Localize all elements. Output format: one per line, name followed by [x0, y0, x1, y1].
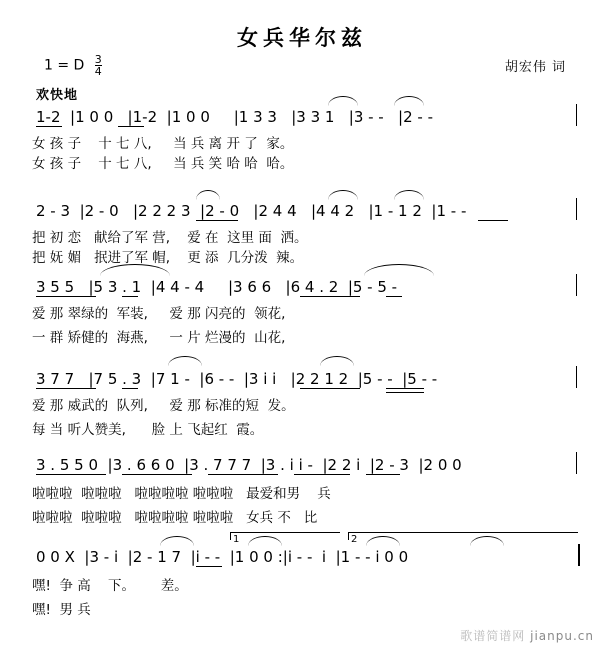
tempo-marking: 欢快地 [36, 88, 79, 103]
system-1-lyric-1: 女 孩 子 十 七 八, 当 兵 离 开 了 家。 [32, 136, 294, 152]
system-6-notation: 0 0 X |3 - i |2 - 1 7 |i - - |1 0 0 :|i - - i |1 - - i 0 0 [36, 548, 409, 566]
system-3-notation: 3 5 5 |5 3 . 1 |4 4 - 4 |3 6 6 |6 4 . 2 |5 - 5 - [36, 278, 398, 296]
system-5-lyric-1: 啦啦啦 啦啦啦 啦啦啦啦 啦啦啦 最爱和男 兵 [32, 486, 331, 502]
slur-arc [196, 190, 220, 200]
system-4-lyric-1: 爱 那 威武的 队列, 爱 那 标准的短 发。 [32, 398, 295, 414]
barline [576, 274, 577, 296]
system-2-lyric-2: 把 妩 媚 抿进了军 帽, 更 添 几分泼 辣。 [32, 250, 304, 266]
system-4-notation: 3 7 7 |7 5 . 3 |7 1 - |6 - - |3 i i |2 2 1 2 |5 - - |5 - - [36, 370, 438, 388]
beam-mark [122, 474, 192, 475]
beam-mark [36, 296, 96, 297]
beam-mark [36, 126, 62, 127]
slur-arc [328, 96, 358, 106]
beam-mark [300, 388, 360, 389]
slur-arc [470, 536, 504, 546]
slur-arc [394, 190, 424, 200]
system-1-notation: 1-2 |1 0 0 |1-2 |1 0 0 |1 3 3 |3 3 1 |3 - - |2 - - [36, 108, 433, 126]
repeat-bracket-1 [230, 532, 340, 533]
watermark-right-text: jianpu.cn [530, 629, 594, 643]
system-4-lyric-2: 每 当 听人赞美, 脸 上 飞起红 霞。 [32, 422, 264, 438]
slur-arc [366, 536, 400, 546]
watermark [460, 627, 594, 644]
final-barline [578, 544, 580, 566]
slur-arc [320, 356, 354, 366]
beam-mark [122, 388, 138, 389]
system-5-lyric-2: 啦啦啦 啦啦啦 啦啦啦啦 啦啦啦 女兵 不 比 [32, 510, 318, 526]
system-1-lyric-2: 女 孩 子 十 七 八, 当 兵 笑 哈 哈 哈。 [32, 156, 294, 172]
page-title: 女兵华尔兹 [237, 26, 367, 50]
system-5-notation: 3 . 5 5 0 |3 . 6 6 0 |3 . 7 7 7 |3 . i i - |2 2 i |2 - 3 |2 0 0 [36, 456, 462, 474]
time-signature [95, 54, 102, 77]
key-signature [44, 54, 102, 77]
repeat-bracket-1-end [230, 532, 231, 540]
beam-mark [196, 566, 222, 567]
slur-arc [160, 536, 194, 546]
slur-arc [248, 536, 282, 546]
system-3-lyric-2: 一 群 矫健的 海燕, 一 片 烂漫的 山花, [32, 330, 286, 346]
beam-mark [300, 296, 360, 297]
key-signature-label: 1 = D [44, 57, 85, 74]
watermark-left-text: 歌谱简谱网 [460, 629, 526, 643]
slur-arc [364, 264, 434, 276]
beam-mark [118, 126, 144, 127]
barline [576, 366, 577, 388]
beam-mark [366, 474, 400, 475]
beam-mark [478, 220, 508, 221]
system-3-lyric-1: 爱 那 翠绿的 军装, 爱 那 闪亮的 领花, [32, 306, 286, 322]
beam-mark [36, 474, 106, 475]
slur-arc [168, 356, 202, 366]
beam-mark [386, 296, 402, 297]
beam-mark [196, 220, 238, 221]
barline [576, 452, 577, 474]
beam-mark [386, 388, 424, 389]
time-signature-denominator: 4 [94, 65, 102, 78]
repeat-2-label: 2 [351, 534, 358, 545]
beam-mark [208, 474, 278, 475]
repeat-bracket-2 [348, 532, 578, 533]
beam-mark [122, 296, 138, 297]
repeat-1-label: 1 [233, 534, 240, 545]
system-2-notation: 2 - 3 |2 - 0 |2 2 2 3 |2 - 0 |2 4 4 |4 4 2 |1 - 1 2 |1 - - [36, 202, 467, 220]
system-6-lyric-1: 嘿! 争 高 下。 差。 [32, 578, 188, 594]
barline [576, 198, 577, 220]
beam-mark [386, 392, 424, 393]
system-6-lyric-2: 嘿! 男 兵 [32, 602, 91, 618]
beam-mark [36, 388, 96, 389]
repeat-bracket-2-end [348, 532, 349, 540]
time-signature-numerator: 3 [94, 53, 102, 66]
slur-arc [394, 96, 424, 106]
lyricist-credit: 胡宏伟 词 [504, 60, 566, 75]
system-2-lyric-1: 把 初 恋 献给了军 营, 爱 在 这里 面 洒。 [32, 230, 308, 246]
beam-mark [294, 474, 350, 475]
slur-arc [328, 190, 358, 200]
barline [576, 104, 577, 126]
